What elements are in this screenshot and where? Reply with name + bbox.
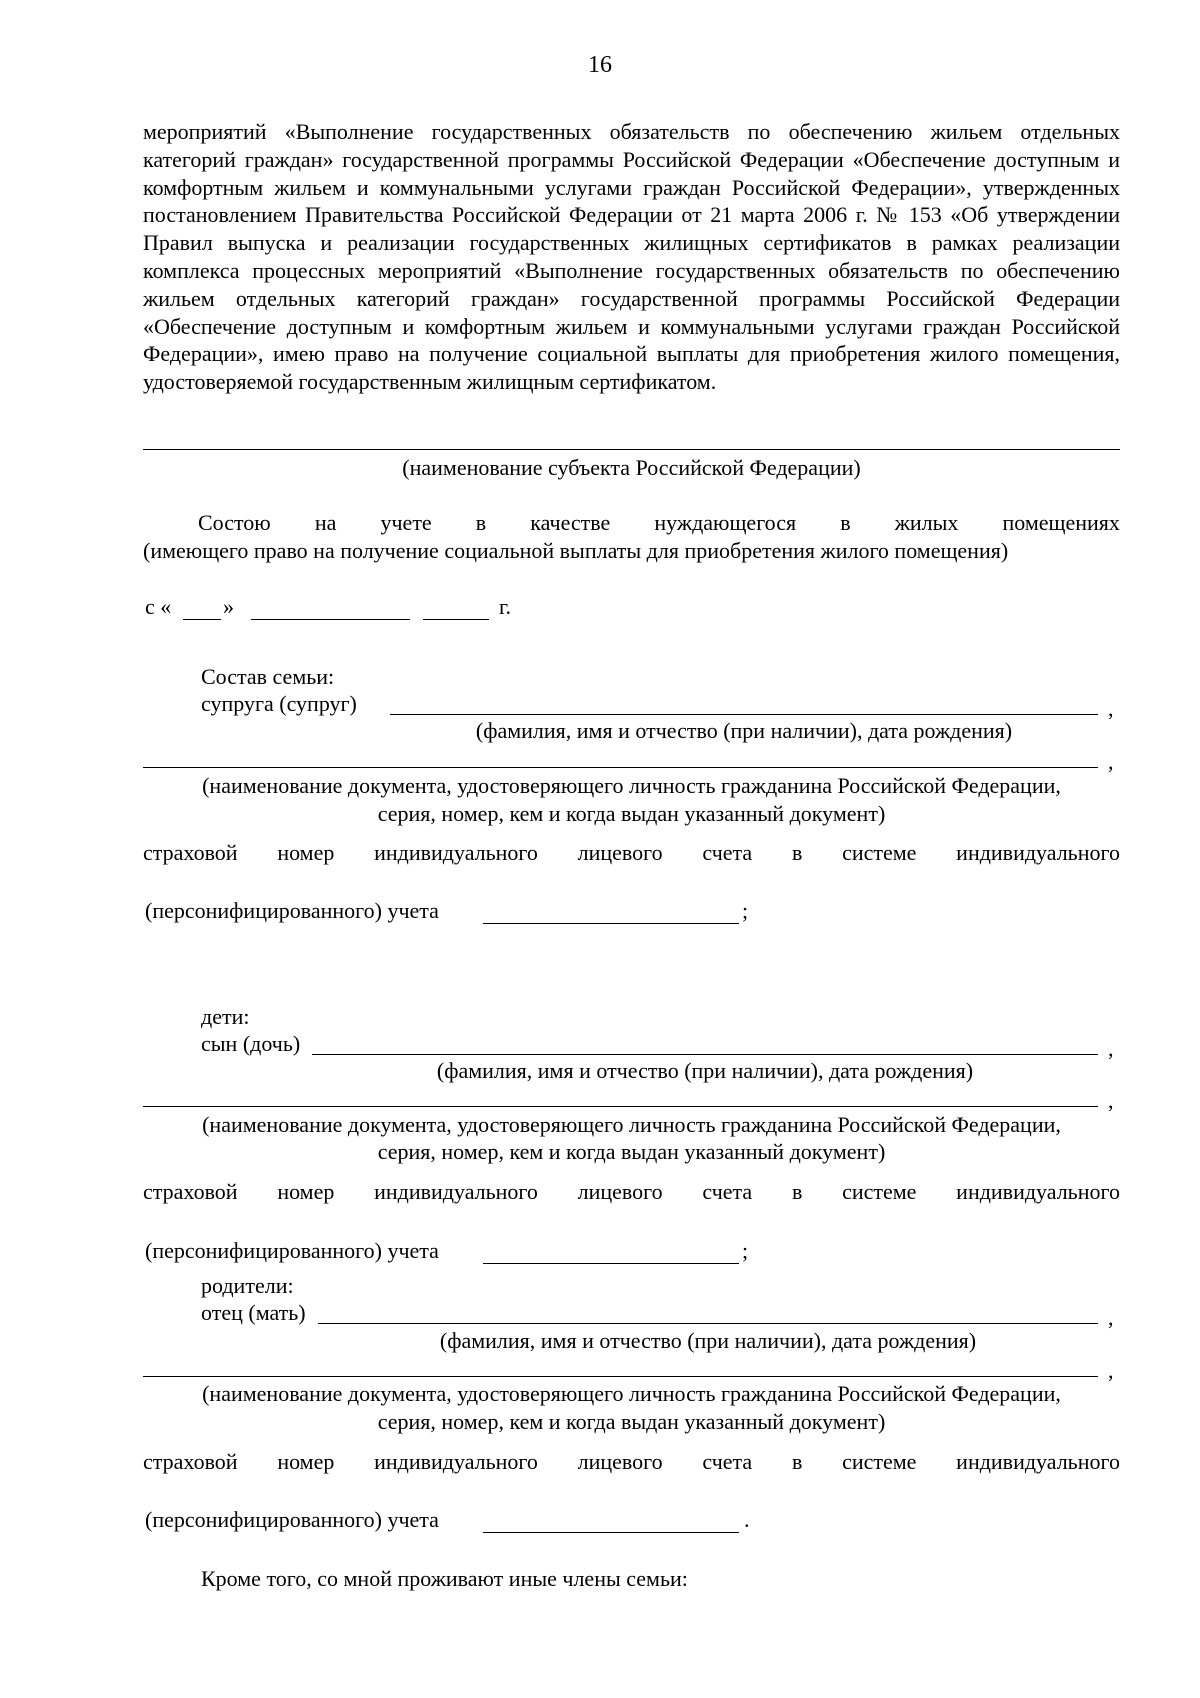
parents-doc-caption-2: серия, номер, кем и когда выдан указанный документ) bbox=[377, 1409, 886, 1434]
word: индивидуального bbox=[374, 840, 538, 865]
children-snils-input-line[interactable] bbox=[483, 1263, 739, 1264]
parents-end-mark: . bbox=[744, 1507, 750, 1532]
children-name-comma: , bbox=[1108, 1036, 1114, 1061]
children-label: сын (дочь) bbox=[201, 1031, 301, 1056]
spouse-doc-caption-2: серия, номер, кем и когда выдан указанный документ) bbox=[377, 801, 886, 826]
children-doc-caption-1: (наименование документа, удостоверяющего личность гражданина Российской Федерации, bbox=[202, 1112, 1061, 1137]
region-caption: (наименование субъекта Российской Федерации) bbox=[402, 455, 861, 480]
word: страховой bbox=[143, 840, 238, 865]
word: системе bbox=[842, 840, 917, 865]
word: системе bbox=[842, 1179, 917, 1204]
word: на bbox=[314, 510, 337, 535]
year-suffix: г. bbox=[499, 594, 512, 619]
word: качестве bbox=[530, 510, 611, 535]
parents-snils-line-1 bbox=[143, 1449, 1120, 1475]
region-input-line[interactable] bbox=[143, 449, 1120, 450]
parents-snils-input-line[interactable] bbox=[483, 1532, 739, 1533]
spouse-label: супруга (супруг) bbox=[201, 691, 357, 716]
word: номер bbox=[277, 840, 335, 865]
children-doc-input-line[interactable] bbox=[143, 1106, 1098, 1107]
word: номер bbox=[277, 1449, 335, 1474]
word: в bbox=[475, 510, 487, 535]
word: нуждающегося bbox=[654, 510, 797, 535]
spouse-snils-input-line[interactable] bbox=[483, 923, 739, 924]
parents-name-caption: (фамилия, имя и отчество (при наличии), дата рождения) bbox=[439, 1328, 977, 1353]
word: страховой bbox=[143, 1179, 238, 1204]
word: системе bbox=[842, 1449, 917, 1474]
intro-paragraph: мероприятий «Выполнение государственных обязательств по обеспечению жильем отдельных категорий граждан» государственной программы Российской Федерации «Обеспечение доступным и комфортным жильем и коммунальными услугами граждан Российской Федерации», утвержденных постановлением Правительства Российской Федерации от 21 марта 2006 г. № 153 «Об утверждении Правил выпуска и реализации государственных жилищных сертификатов в рамках реализации комплекса процессных мероприятий «Выполнение государственных обязательств по обеспечению жильем отдельных категорий граждан» государственной программы Российской Федерации «Обеспечение доступным и комфортным жильем и коммунальными услугами граждан Российской Федерации», имею право на получение социальной выплаты для приобретения жилого помещения, удостоверяемой государственным жилищным сертификатом. bbox=[143, 119, 1120, 395]
parents-doc-input-line[interactable] bbox=[143, 1376, 1098, 1377]
parents-label: отец (мать) bbox=[201, 1300, 306, 1325]
word: жилых bbox=[894, 510, 959, 535]
date-mid: » bbox=[223, 594, 234, 619]
word: счета bbox=[702, 840, 753, 865]
parents-doc-comma: , bbox=[1108, 1358, 1114, 1383]
spouse-end-mark: ; bbox=[742, 898, 749, 923]
spouse-name-input-line[interactable] bbox=[390, 714, 1098, 715]
parents-doc-caption-1: (наименование документа, удостоверяющего личность гражданина Российской Федерации, bbox=[202, 1381, 1061, 1406]
children-doc-comma: , bbox=[1108, 1088, 1114, 1113]
day-input-line[interactable] bbox=[183, 619, 221, 620]
word: индивидуального bbox=[956, 1179, 1120, 1204]
word: страховой bbox=[143, 1449, 238, 1474]
parents-name-comma: , bbox=[1108, 1305, 1114, 1330]
children-end-mark: ; bbox=[742, 1238, 749, 1263]
word: учете bbox=[380, 510, 432, 535]
word: Состою bbox=[198, 510, 271, 535]
spouse-snils-line-2: (персонифицированного) учета bbox=[145, 898, 439, 923]
children-name-input-line[interactable] bbox=[312, 1054, 1098, 1055]
word: номер bbox=[277, 1179, 335, 1204]
registration-line-2: (имеющего право на получение социальной выплаты для приобретения жилого помещения) bbox=[143, 538, 1009, 563]
registration-line-1 bbox=[198, 510, 1120, 536]
word: в bbox=[791, 1449, 803, 1474]
spouse-doc-caption-1: (наименование документа, удостоверяющего личность гражданина Российской Федерации, bbox=[202, 773, 1061, 798]
date-prefix: с « bbox=[145, 594, 172, 619]
children-snils-line-1 bbox=[143, 1179, 1120, 1205]
word: лицевого bbox=[577, 1449, 663, 1474]
word: счета bbox=[702, 1449, 753, 1474]
children-doc-caption-2: серия, номер, кем и когда выдан указанный документ) bbox=[377, 1139, 886, 1164]
spouse-name-caption: (фамилия, имя и отчество (при наличии), дата рождения) bbox=[475, 718, 1013, 743]
word: индивидуального bbox=[374, 1179, 538, 1204]
word: индивидуального bbox=[374, 1449, 538, 1474]
word: индивидуального bbox=[956, 840, 1120, 865]
word: помещениях bbox=[1002, 510, 1120, 535]
page-number: 16 bbox=[588, 52, 612, 78]
year-input-line[interactable] bbox=[423, 619, 489, 620]
children-heading: дети: bbox=[201, 1004, 250, 1029]
family-heading: Состав семьи: bbox=[201, 664, 335, 689]
word: в bbox=[791, 1179, 803, 1204]
word: лицевого bbox=[577, 1179, 663, 1204]
parents-heading: родители: bbox=[201, 1273, 294, 1298]
parents-name-input-line[interactable] bbox=[318, 1323, 1098, 1324]
word: в bbox=[791, 840, 803, 865]
other-members-text: Кроме того, со мной проживают иные члены семьи: bbox=[201, 1566, 688, 1591]
spouse-doc-comma: , bbox=[1108, 749, 1114, 774]
spouse-name-comma: , bbox=[1108, 696, 1114, 721]
parents-snils-line-2: (персонифицированного) учета bbox=[145, 1507, 439, 1532]
spouse-doc-input-line[interactable] bbox=[143, 767, 1098, 768]
word: счета bbox=[702, 1179, 753, 1204]
children-name-caption: (фамилия, имя и отчество (при наличии), дата рождения) bbox=[436, 1058, 974, 1083]
spouse-snils-line-1 bbox=[143, 840, 1120, 866]
month-input-line[interactable] bbox=[251, 619, 410, 620]
word: в bbox=[840, 510, 851, 535]
word: индивидуального bbox=[956, 1449, 1120, 1474]
children-snils-line-2: (персонифицированного) учета bbox=[145, 1238, 439, 1263]
word: лицевого bbox=[577, 840, 663, 865]
